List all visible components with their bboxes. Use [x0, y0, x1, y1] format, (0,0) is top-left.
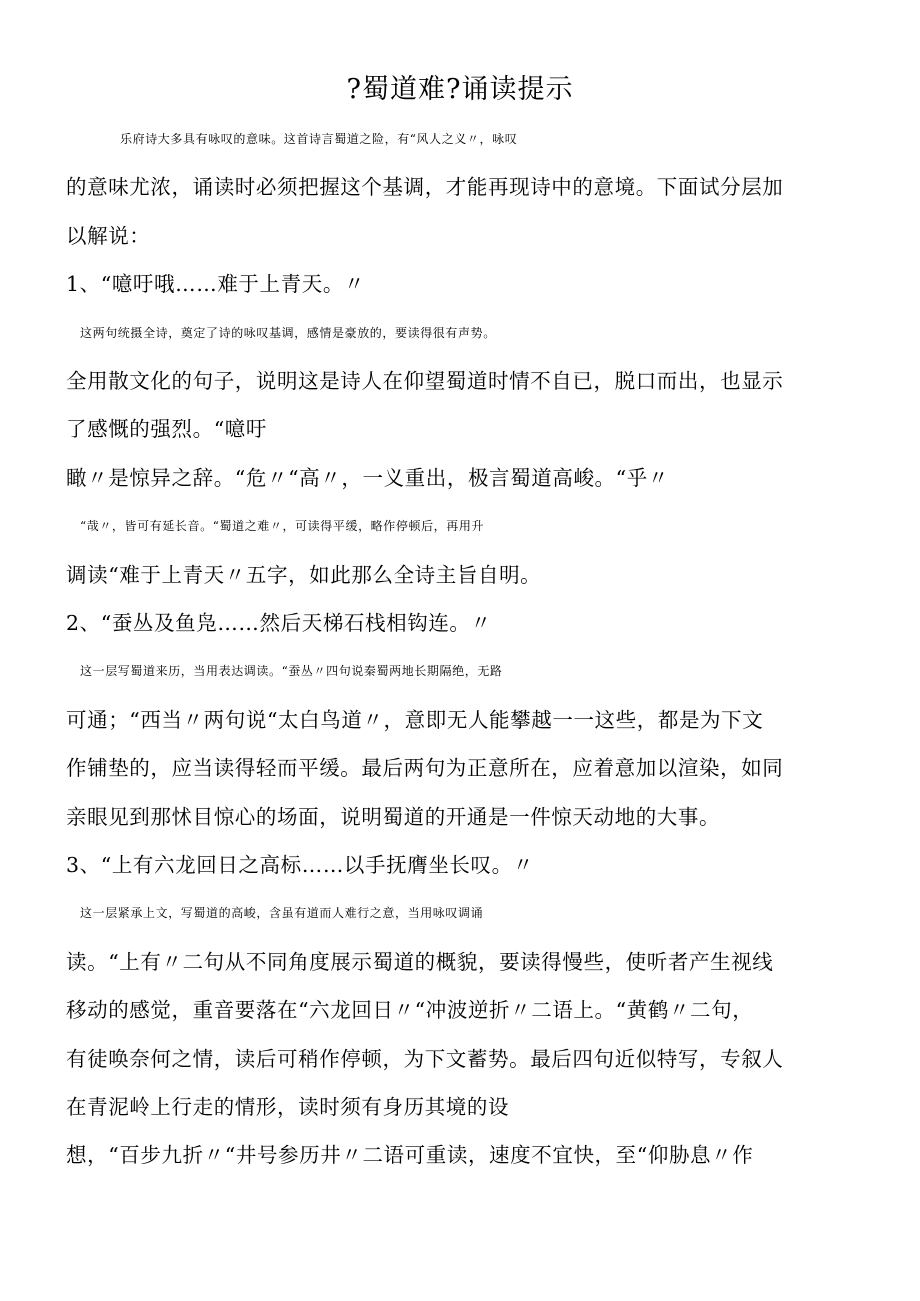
- paragraph-line: 可通；“西当〃两句说“太白鸟道〃，意即无人能攀越一一这些，都是为下文: [66, 708, 764, 732]
- section-heading: 2、“蚕丛及鱼凫……然后天梯石栈相钩连。〃: [66, 611, 492, 635]
- paragraph-line: 了感慨的强烈。“噫吁: [66, 417, 267, 441]
- paragraph-line: 在青泥岭上行走的情形，读时须有身历其境的设: [66, 1095, 510, 1119]
- paragraph-line: 亲眼见到那怵目惊心的场面，说明蜀道的开通是一件惊天动地的大事。: [66, 805, 721, 829]
- section-heading: 1、“噫吁哦……难于上青天。〃: [66, 272, 366, 296]
- paragraph-line: 的意味尤浓，诵读时必须把握这个基调，才能再现诗中的意境。下面试分层加: [66, 175, 784, 199]
- paragraph-line: 乐府诗大多具有咏叹的意味。这首诗言蜀道之险，有“风人之义〃，咏叹: [120, 132, 518, 146]
- paragraph-line: 以解说：: [66, 224, 151, 248]
- paragraph-line: 有徒唤奈何之情，读后可稍作停顿，为下文蓄势。最后四句近似特写，专叙人: [66, 1047, 784, 1071]
- paragraph-line: “哉〃，皆可有延长音。“蜀道之难〃，可读得平缓，略作停顿后，再用升: [80, 519, 485, 533]
- paragraph-line: 作铺垫的，应当读得轻而平缓。最后两句为正意所在，应着意加以渲染，如同: [66, 756, 784, 780]
- page-title: ?蜀道难?诵读提示: [346, 74, 574, 105]
- paragraph-line: 这两句统摄全诗，奠定了诗的咏叹基调，感情是豪放的，要读得很有声势。: [80, 326, 496, 340]
- paragraph-line: 想，“百步九折〃“井号参历井〃二语可重读，速度不宜快，至“仰胁息〃作: [66, 1143, 754, 1167]
- section-heading: 3、“上有六龙回日之高标……以手抚膺坐长叹。〃: [66, 853, 534, 877]
- paragraph-line: 全用散文化的句子，说明这是诗人在仰望蜀道时情不自已，脱口而出，也显示: [66, 369, 784, 393]
- paragraph-line: 读。“上有〃二句从不同角度展示蜀道的概貌，要读得慢些，使听者产生视线: [66, 950, 774, 974]
- paragraph-line: 调读“难于上青天〃五字，如此那么全诗主旨自明。: [66, 563, 542, 587]
- paragraph-line: 这一层写蜀道来历，当用表达调读。“蚕丛〃四句说秦蜀两地长期隔绝，无路: [80, 664, 503, 678]
- paragraph-line: 移动的感觉，重音要落在“六龙回日〃“冲波逆折〃二语上。“黄鹤〃二句，: [66, 998, 754, 1022]
- paragraph-line: 瞰〃是惊异之辞。“危〃“高〃，一义重出，极言蜀道高峻。“乎〃: [66, 466, 669, 490]
- paragraph-line: 这一层紧承上文，写蜀道的高峻，含虽有道而人难行之意，当用咏叹调诵: [80, 906, 484, 920]
